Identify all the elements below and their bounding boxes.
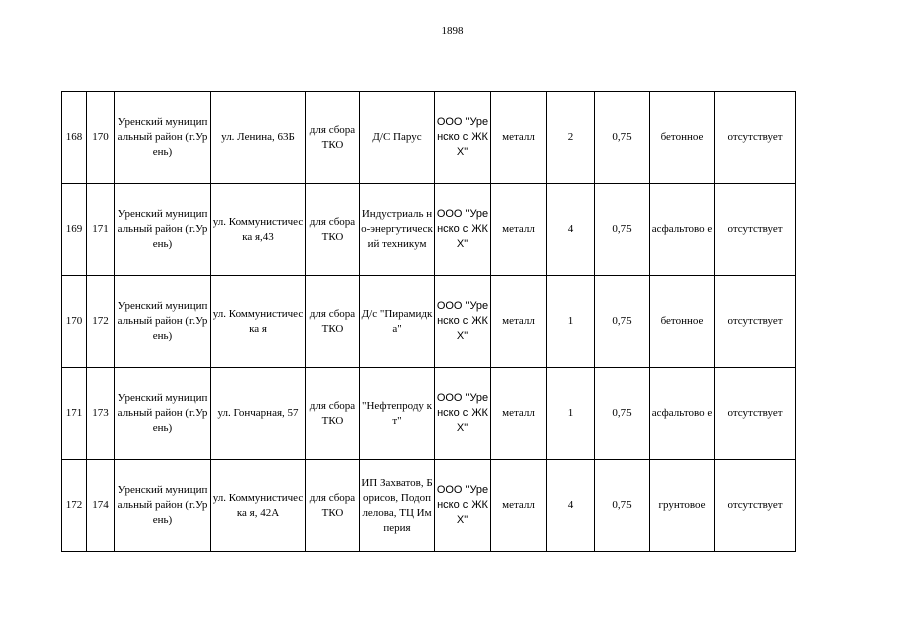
cell-fence: отсутствует	[715, 460, 796, 552]
cell-container-count: 1	[547, 368, 595, 460]
cell-owner: ООО "Уренско с ЖКХ"	[435, 92, 491, 184]
cell-container-count: 1	[547, 276, 595, 368]
cell-surface: бетонное	[650, 92, 715, 184]
cell-container-volume: 0,75	[595, 276, 650, 368]
table-row	[62, 276, 796, 368]
cell-district: Уренский муниципальный район (г.Урень)	[115, 92, 211, 184]
cell-surface: грунтовое	[650, 460, 715, 552]
cell-waste-source: ИП Захватов, Борисов, Подоплелова, ТЦ Империя	[360, 460, 435, 552]
cell-container-volume: 0,75	[595, 460, 650, 552]
cell-address: ул. Коммунистическа я, 42А	[211, 460, 306, 552]
cell-site-id: 170	[87, 92, 115, 184]
cell-material: металл	[491, 92, 547, 184]
cell-address: ул. Коммунистическа я,43	[211, 184, 306, 276]
table-row	[62, 184, 796, 276]
cell-surface: асфальтово е	[650, 368, 715, 460]
cell-surface: бетонное	[650, 276, 715, 368]
cell-district: Уренский муниципальный район (г.Урень)	[115, 460, 211, 552]
cell-fence: отсутствует	[715, 368, 796, 460]
cell-container-volume: 0,75	[595, 184, 650, 276]
container-site-registry-table	[61, 91, 796, 552]
table-row	[62, 460, 796, 552]
cell-address: ул. Гончарная, 57	[211, 368, 306, 460]
cell-row-number: 171	[62, 368, 87, 460]
cell-material: металл	[491, 460, 547, 552]
cell-container-count: 4	[547, 184, 595, 276]
table-row	[62, 92, 796, 184]
cell-container-volume: 0,75	[595, 368, 650, 460]
cell-material: металл	[491, 276, 547, 368]
cell-site-id: 171	[87, 184, 115, 276]
cell-site-id: 172	[87, 276, 115, 368]
cell-fence: отсутствует	[715, 92, 796, 184]
cell-waste-source: "Нефтепроду кт"	[360, 368, 435, 460]
cell-container-count: 2	[547, 92, 595, 184]
cell-waste-source: Д/с "Пирамидка"	[360, 276, 435, 368]
cell-district: Уренский муниципальный район (г.Урень)	[115, 276, 211, 368]
page-number: 1898	[441, 25, 464, 37]
cell-fence: отсутствует	[715, 276, 796, 368]
cell-address: ул. Коммунистическа я	[211, 276, 306, 368]
cell-row-number: 172	[62, 460, 87, 552]
cell-row-number: 169	[62, 184, 87, 276]
cell-row-number: 170	[62, 276, 87, 368]
cell-purpose: для сбора ТКО	[306, 368, 360, 460]
cell-fence: отсутствует	[715, 184, 796, 276]
cell-purpose: для сбора ТКО	[306, 460, 360, 552]
cell-owner: ООО "Уренско с ЖКХ"	[435, 368, 491, 460]
cell-owner: ООО "Уренско с ЖКХ"	[435, 460, 491, 552]
cell-material: металл	[491, 368, 547, 460]
cell-container-count: 4	[547, 460, 595, 552]
cell-purpose: для сбора ТКО	[306, 92, 360, 184]
table-row	[62, 368, 796, 460]
cell-owner: ООО "Уренско с ЖКХ"	[435, 276, 491, 368]
cell-site-id: 174	[87, 460, 115, 552]
cell-surface: асфальтово е	[650, 184, 715, 276]
cell-address: ул. Ленина, 63Б	[211, 92, 306, 184]
cell-district: Уренский муниципальный район (г.Урень)	[115, 368, 211, 460]
cell-waste-source: Д/С Парус	[360, 92, 435, 184]
cell-purpose: для сбора ТКО	[306, 184, 360, 276]
cell-material: металл	[491, 184, 547, 276]
cell-row-number: 168	[62, 92, 87, 184]
cell-waste-source: Индустриаль но-энергутическ ий техникум	[360, 184, 435, 276]
cell-site-id: 173	[87, 368, 115, 460]
cell-district: Уренский муниципальный район (г.Урень)	[115, 184, 211, 276]
cell-purpose: для сбора ТКО	[306, 276, 360, 368]
cell-owner: ООО "Уренско с ЖКХ"	[435, 184, 491, 276]
cell-container-volume: 0,75	[595, 92, 650, 184]
